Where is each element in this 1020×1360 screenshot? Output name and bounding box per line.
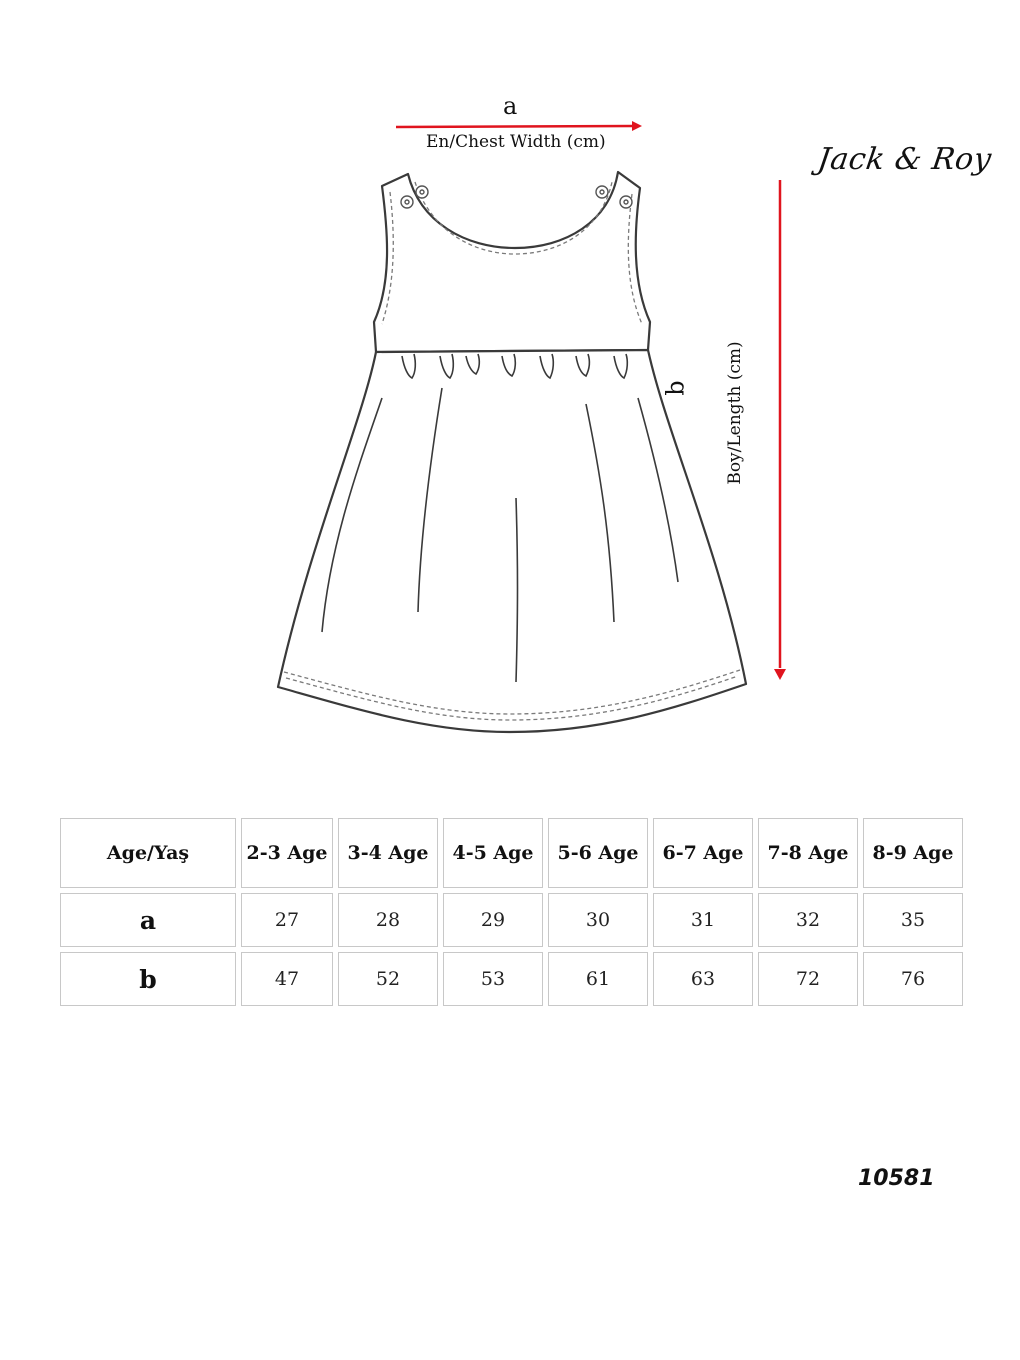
measure-a-letter: a bbox=[503, 92, 518, 120]
dress-illustration bbox=[270, 162, 760, 742]
header-cell: 7-8 Age bbox=[758, 818, 858, 888]
measure-b-letter: b bbox=[661, 380, 690, 396]
length-arrow bbox=[768, 176, 792, 684]
value-cell: 29 bbox=[443, 893, 543, 947]
table-header-row bbox=[60, 818, 963, 888]
header-cell: Age/Yaş bbox=[60, 818, 236, 888]
value-cell: 32 bbox=[758, 893, 858, 947]
value-cell: 76 bbox=[863, 952, 963, 1006]
row-label-cell: b bbox=[60, 952, 236, 1006]
value-cell: 53 bbox=[443, 952, 543, 1006]
size-table bbox=[55, 813, 968, 1011]
value-cell: 30 bbox=[548, 893, 648, 947]
product-code: 10581 bbox=[858, 1166, 935, 1191]
value-cell: 31 bbox=[653, 893, 753, 947]
header-cell: 3-4 Age bbox=[338, 818, 438, 888]
value-cell: 27 bbox=[241, 893, 333, 947]
value-cell: 28 bbox=[338, 893, 438, 947]
measure-b-label: Boy/Length (cm) bbox=[725, 341, 745, 485]
row-label-cell: a bbox=[60, 893, 236, 947]
header-cell: 5-6 Age bbox=[548, 818, 648, 888]
brand-logo: Jack & Roy bbox=[815, 142, 994, 177]
value-cell: 47 bbox=[241, 952, 333, 1006]
value-cell: 63 bbox=[653, 952, 753, 1006]
measure-a-label: En/Chest Width (cm) bbox=[426, 132, 606, 152]
value-cell: 35 bbox=[863, 893, 963, 947]
table-row bbox=[60, 893, 963, 947]
header-cell: 4-5 Age bbox=[443, 818, 543, 888]
value-cell: 52 bbox=[338, 952, 438, 1006]
header-cell: 8-9 Age bbox=[863, 818, 963, 888]
header-cell: 2-3 Age bbox=[241, 818, 333, 888]
header-cell: 6-7 Age bbox=[653, 818, 753, 888]
value-cell: 72 bbox=[758, 952, 858, 1006]
table-row bbox=[60, 952, 963, 1006]
value-cell: 61 bbox=[548, 952, 648, 1006]
